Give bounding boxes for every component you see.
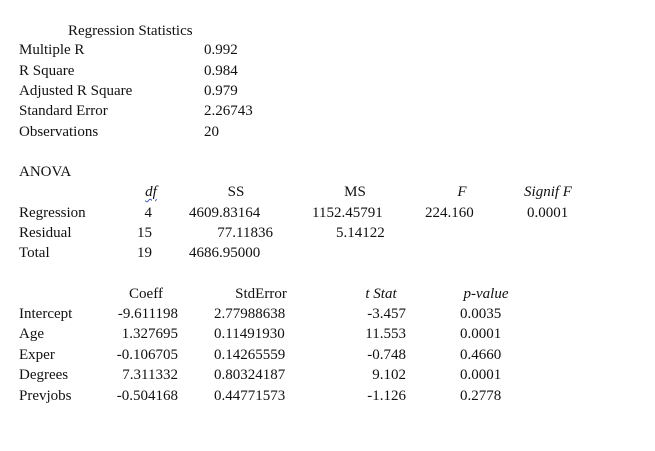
stat-label-multiple-r: Multiple R [19,42,85,58]
coef-name-exper: Exper [19,347,55,363]
anova-df-regression: 4 [144,205,152,221]
coef-header-stderror: StdError [235,286,287,302]
coef-header-coeff: Coeff [129,286,163,302]
stat-label-r-square: R Square [19,63,75,79]
anova-source-total: Total [19,245,50,261]
coef-value-exper: -0.106705 [116,347,178,363]
coef-name-degrees: Degrees [19,367,69,383]
anova-header-signif-f: Signif F [524,184,572,200]
coef-pvalue-exper: 0.4660 [460,347,502,363]
stat-value-r-square: 0.984 [204,63,238,79]
coef-header-pvalue: p-value [463,286,509,302]
coef-value-prevjobs: -0.504168 [116,388,178,404]
coef-value-age: 1.327695 [121,326,178,342]
anova-ss-residual: 77.11836 [217,225,273,241]
anova-source-residual: Residual [19,225,72,241]
anova-header-ms: MS [344,184,366,200]
anova-ss-total: 4686.95000 [189,245,261,261]
coef-pvalue-intercept: 0.0035 [460,306,502,322]
coef-tstat-prevjobs: -1.126 [367,388,406,404]
anova-f-regression: 224.160 [425,205,474,221]
anova-header-df: df [145,184,157,200]
coef-tstat-exper: -0.748 [367,347,406,363]
stat-value-observations: 20 [204,124,219,140]
stat-label-observations: Observations [19,124,99,140]
coef-stderror-prevjobs: 0.44771573 [214,388,286,404]
anova-df-residual: 15 [137,225,152,241]
coef-stderror-intercept: 2.77988638 [214,306,286,322]
anova-ss-regression: 4609.83164 [189,205,261,221]
regression-statistics-title: Regression Statistics [68,23,193,39]
stat-label-adjusted-r-square: Adjusted R Square [19,83,133,99]
coef-value-intercept: -9.611198 [117,306,178,322]
anova-ms-regression: 1152.45791 [312,205,383,221]
coef-pvalue-age: 0.0001 [460,326,502,342]
coef-tstat-age: 11.553 [365,326,406,342]
anova-source-regression: Regression [19,205,86,221]
coef-tstat-degrees: 9.102 [372,367,406,383]
coef-stderror-exper: 0.14265559 [214,347,286,363]
coef-pvalue-degrees: 0.0001 [460,367,502,383]
coef-tstat-intercept: -3.457 [367,306,406,322]
coef-name-prevjobs: Prevjobs [19,388,72,404]
stat-value-adjusted-r-square: 0.979 [204,83,238,99]
coef-stderror-degrees: 0.80324187 [214,367,286,383]
coef-header-tstat: t Stat [365,286,397,302]
coef-stderror-age: 0.11491930 [214,326,285,342]
anova-signif-f-regression: 0.0001 [527,205,569,221]
anova-header-ss: SS [227,184,245,200]
stat-value-standard-error: 2.26743 [204,103,253,119]
stat-value-multiple-r: 0.992 [204,42,238,58]
coef-name-age: Age [19,326,44,342]
coef-name-intercept: Intercept [19,306,73,322]
stat-label-standard-error: Standard Error [19,103,108,119]
coef-pvalue-prevjobs: 0.2778 [460,388,502,404]
anova-header-f: F [457,184,467,200]
anova-df-total: 19 [137,245,152,261]
anova-ms-residual: 5.14122 [336,225,385,241]
coef-value-degrees: 7.311332 [122,367,178,383]
anova-title: ANOVA [19,164,72,180]
